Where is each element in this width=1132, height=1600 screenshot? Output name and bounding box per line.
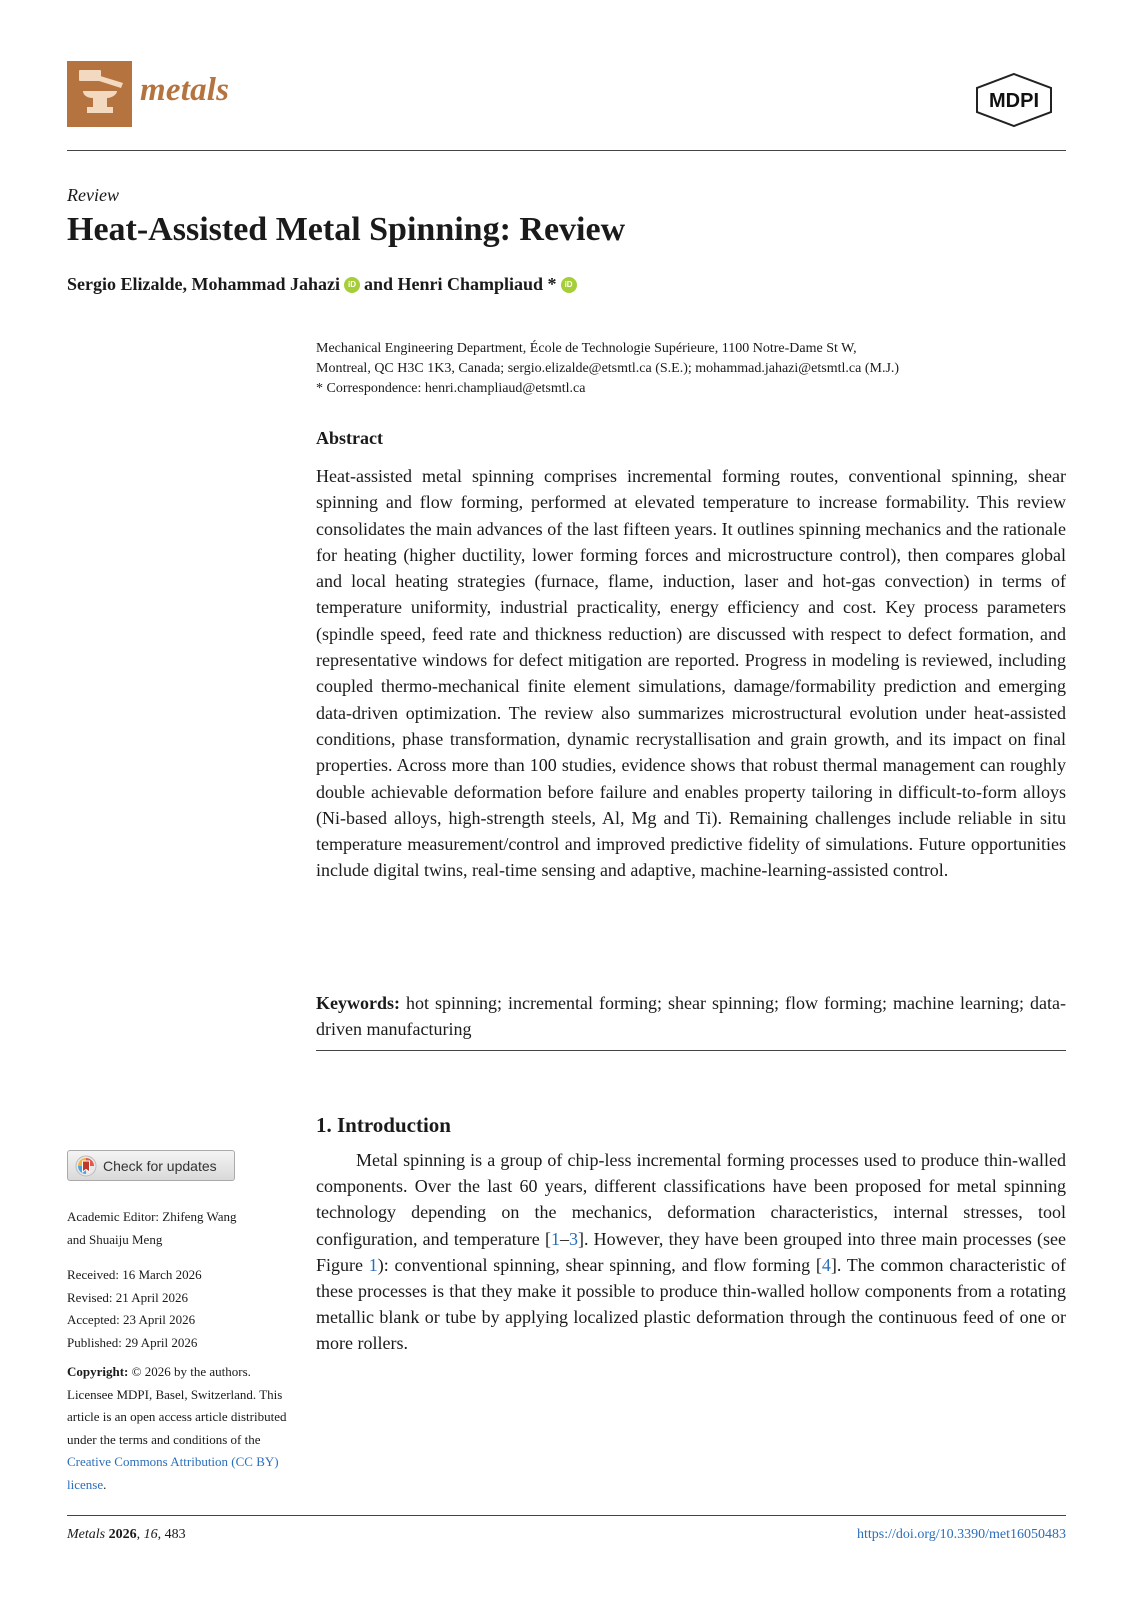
copyright-label: Copyright: [67, 1364, 129, 1379]
orcid-icon[interactable]: iD [561, 277, 577, 293]
footer-divider [67, 1515, 1066, 1516]
header-divider [67, 150, 1066, 151]
academic-editor [67, 1206, 297, 1251]
copyright-notice [67, 1361, 289, 1497]
journal-name: metals [140, 72, 230, 108]
check-for-updates-button[interactable] [67, 1150, 235, 1181]
section-heading: 1. Introduction [316, 1113, 451, 1137]
published-date: Published: 29 April 2026 [67, 1334, 198, 1350]
journal-logo [67, 61, 132, 127]
editor-line: and Shuaiju Meng [67, 1231, 163, 1247]
footer-journal: Metals [67, 1527, 106, 1542]
article-title: Heat-Assisted Metal Spinning: Review [67, 211, 626, 248]
affiliations [316, 339, 1066, 399]
mdpi-logo-text: MDPI [989, 90, 1039, 112]
publication-dates [67, 1264, 297, 1354]
accepted-date: Accepted: 23 April 2026 [67, 1312, 196, 1328]
author-list [67, 274, 581, 295]
keywords-text: hot spinning; incremental forming; shear spinning; flow forming; machine learning; data-driven manufacturing [316, 993, 1066, 1039]
affiliation-line: Montreal, QC H3C 1K3, Canada; sergio.elizalde@etsmtl.ca (S.E.); mohammad.jahazi@etsmtl.ca (M.J.) [316, 361, 900, 376]
footer-article-number: 483 [164, 1527, 186, 1542]
citation-link[interactable]: 3 [568, 1228, 578, 1249]
anvil-hammer-icon [67, 61, 132, 127]
editor-line: Academic Editor: Zhifeng Wang [67, 1209, 237, 1224]
citation-link[interactable]: 1 [550, 1228, 560, 1249]
copyright-end: . [103, 1476, 107, 1492]
footer-year: 2026 [108, 1527, 137, 1542]
copyright-text: © 2026 by the authors. Licensee MDPI, Basel, Switzerland. This article is an open access article distributed under the terms and conditions of the [67, 1364, 287, 1447]
affiliation-line: Mechanical Engineering Department, École de Technologie Supérieure, 1100 Notre-Dame St W, [316, 341, 857, 356]
revised-date: Revised: 21 April 2026 [67, 1289, 188, 1305]
license-link[interactable]: Creative Commons Attribution (CC BY) license [67, 1454, 279, 1492]
article-type: Review [67, 185, 119, 205]
received-date: Received: 16 March 2026 [67, 1267, 202, 1282]
keywords [316, 990, 1066, 1042]
citation-footer: Metals 2026, 16, 483 [67, 1527, 186, 1542]
intro-text: ): conventional spinning, shear spinning, and flow forming [ [377, 1254, 822, 1275]
correspondence-line: * Correspondence: henri.champliaud@etsmtl.ca [316, 381, 586, 396]
figure-link[interactable]: 1 [368, 1254, 378, 1275]
orcid-icon[interactable]: iD [344, 277, 360, 293]
abstract-divider [316, 1050, 1066, 1051]
intro-paragraph [316, 1147, 1066, 1357]
citation-link[interactable]: 4 [821, 1254, 831, 1275]
intro-text: Metal spinning is a group of chip-less incremental forming processes used to produce thin-walled components. Over the last 60 years, different classifications have been proposed for metal spinning technology depending on the mechanics, deformation characteristics, internal stresses, tool configuration, and temperature [ [316, 1150, 1066, 1249]
intro-text: ]. The common characteristic of these processes is that they make it possible to produce thin-walled hollow components from a rotating metallic blank or tube by applying localized plastic deformation through the continuous feed of one or more rollers. [316, 1254, 1066, 1354]
footer-volume: 16 [143, 1527, 158, 1542]
authors-part2: and Henri Champliaud * [364, 274, 557, 294]
abstract-heading: Abstract [316, 428, 383, 448]
authors-part1: Sergio Elizalde, Mohammad Jahazi [67, 274, 340, 294]
check-updates-icon [75, 1155, 97, 1177]
intro-text: ]. However, they have been grouped into three main processes (see Figure [316, 1228, 1066, 1275]
abstract-text: Heat-assisted metal spinning comprises incremental forming routes, conventional spinning, shear spinning and flow forming, performed at elevated temperature to increase formability. This review consolidates the main advances of the last fifteen years. It outlines spinning mechanics and the rationale for heating (higher ductility, lower forming forces and microstructure control), then compares global and local heating strategies (furnace, flame, induction, laser and hot-gas convection) in terms of temperature uniformity, industrial practicality, energy efficiency and cost. Key process parameters (spindle speed, feed rate and thickness reduction) are discussed with respect to defect formation, and representative windows for defect mitigation are reported. Progress in modeling is reviewed, including coupled thermo-mechanical finite element simulations, damage/formability prediction and emerging data-driven optimization. The review also summarizes microstructural evolution under heat-assisted conditions, phase transformation, dynamic recrystallisation and grain growth, and its impact on final properties. Across more than 100 studies, evidence shows that robust thermal management can roughly double achievable deformation before failure and enables property tailoring in difficult-to-form alloys (Ni-based alloys, high-strength steels, Al, Mg and Ti). Remaining challenges include reliable in situ temperature measurement/control and improved predictive fidelity of simulations. Future opportunities include digital twins, real-time sensing and adaptive, machine-learning-assisted control. [316, 466, 1066, 881]
mdpi-logo [973, 72, 1055, 128]
doi-link[interactable]: https://doi.org/10.3390/met16050483 [857, 1527, 1066, 1542]
check-updates-label: Check for updates [103, 1157, 217, 1174]
citation-dash: – [559, 1228, 569, 1249]
keywords-label: Keywords: [316, 993, 400, 1013]
